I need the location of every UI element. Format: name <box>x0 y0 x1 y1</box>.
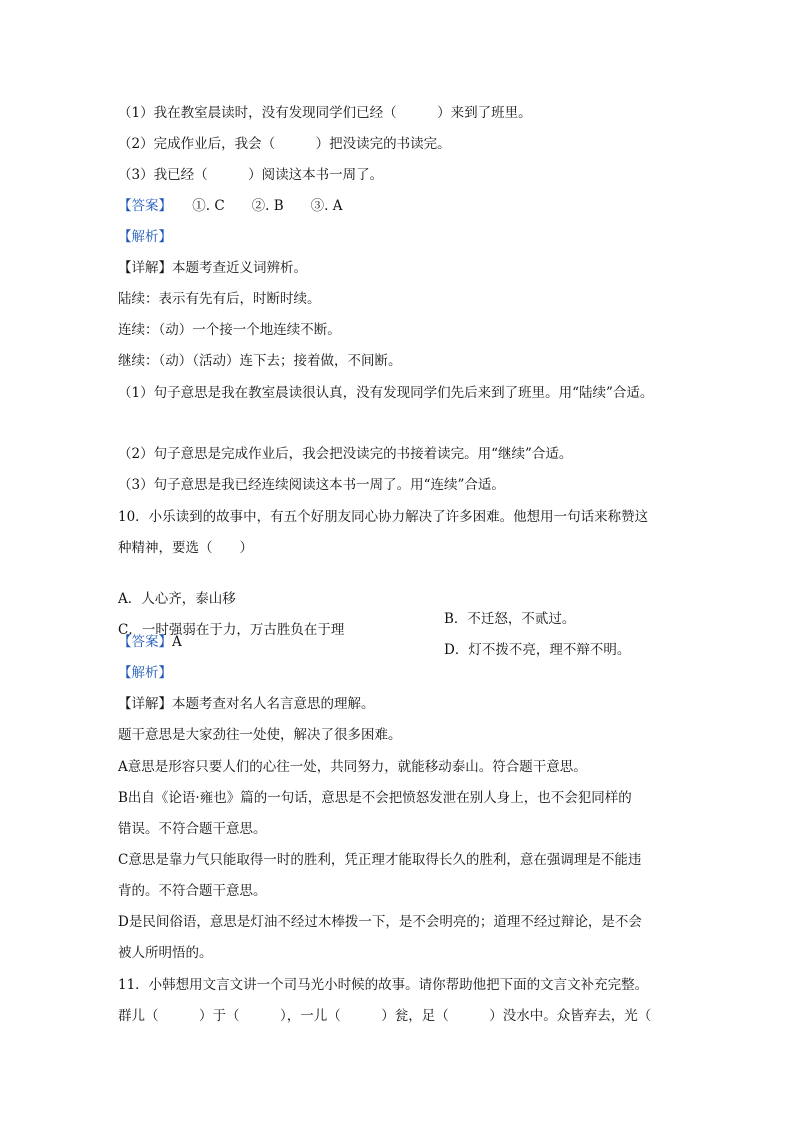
q10-line-4: 错误。不符合题干意思。 <box>118 821 267 837</box>
q9-item-2: （2）完成作业后，我会（ ）把没读完的书读完。 <box>118 136 451 152</box>
q9-analysis-tag: 【解析】 <box>118 229 172 245</box>
q10-stem-line-2: 种精神，要选（ ） <box>118 540 253 556</box>
q10-line-8: 被人所明悟的。 <box>118 945 213 961</box>
detail-text: 本题考查对名人名言意思的理解。 <box>172 696 375 712</box>
q10-line-2: A意思是形容只要人们的心往一处，共同努力，就能移动泰山。符合题干意思。 <box>118 759 587 775</box>
q10-line-6: 背的。不符合题干意思。 <box>118 883 267 899</box>
q11-stem: 11．小韩想用文言文讲一个司马光小时候的故事。请你帮助他把下面的文言文补充完整。 <box>118 977 649 993</box>
q10-line-7: D是民间俗语，意思是灯油不经过木棒拨一下，是不会明亮的；道理不经过辩论，是不会 <box>118 914 642 930</box>
q9-explanation-4: （1）句子意思是我在教室晨读很认真，没有发现同学们先后来到了班里。用“陆续”合适。 <box>118 385 654 401</box>
q9-item-3: （3）我已经（ ）阅读这本书一周了。 <box>118 167 384 183</box>
q9-detail <box>118 258 307 278</box>
q10-option-d: D．灯不拨不亮，理不辩不明。 <box>444 642 631 658</box>
q10-option-b: B．不迁怒，不贰过。 <box>444 611 576 627</box>
detail-text: 本题考查近义词辨析。 <box>172 260 307 276</box>
detail-tag: 【详解】 <box>118 696 172 712</box>
q9-explanation-5: （2）句子意思是完成作业后，我会把没读完的书接着读完。用“继续”合适。 <box>118 446 573 462</box>
q10-detail <box>118 694 375 714</box>
q9-explanation-2: 连续：（动）一个接一个地连续不断。 <box>118 322 341 338</box>
detail-tag: 【详解】 <box>118 260 172 276</box>
q9-item-1: （1）我在教室晨读时，没有发现同学们已经（ ）来到了班里。 <box>118 105 532 121</box>
q10-analysis-tag: 【解析】 <box>118 665 172 681</box>
q10-line-1: 题干意思是大家劲往一处使，解决了很多困难。 <box>118 727 402 743</box>
answer-text: ①. C ②. B ③. A <box>165 198 343 214</box>
q10-option-a: A．人心齐，泰山移 <box>118 591 236 607</box>
q10-option-c: C．一时强弱在于力，万古胜负在于理 <box>118 622 345 638</box>
q9-answer <box>118 196 343 216</box>
q10-answer <box>118 632 182 652</box>
q9-explanation-1: 陆续：表示有先有后，时断时续。 <box>118 291 321 307</box>
q10-stem-line-1: 10．小乐读到的故事中，有五个好朋友同心协力解决了许多困难。他想用一句话来称赞这 <box>118 509 649 525</box>
answer-tag: 【答案】 <box>118 198 166 214</box>
q9-explanation-6: （3）句子意思是我已经连续阅读这本书一周了。用“连续”合适。 <box>118 477 505 493</box>
q10-line-3: B出自《论语·雍也》篇的一句话，意思是不会把愤怒发泄在别人身上，也不会犯同样的 <box>118 790 632 806</box>
q9-explanation-3: 继续：（动）（活动）连下去；接着做，不间断。 <box>118 353 402 369</box>
answer-tag: 【答案】 <box>118 634 172 650</box>
q11-fill-line: 群儿（ ）于（ ），一儿（ ）瓮，足（ ）没水中。众皆弃去，光（ <box>118 1008 652 1024</box>
answer-text: A <box>172 634 182 650</box>
q10-line-5: C意思是靠力气只能取得一时的胜利，凭正理才能取得长久的胜利，意在强调理是不能违 <box>118 852 642 868</box>
